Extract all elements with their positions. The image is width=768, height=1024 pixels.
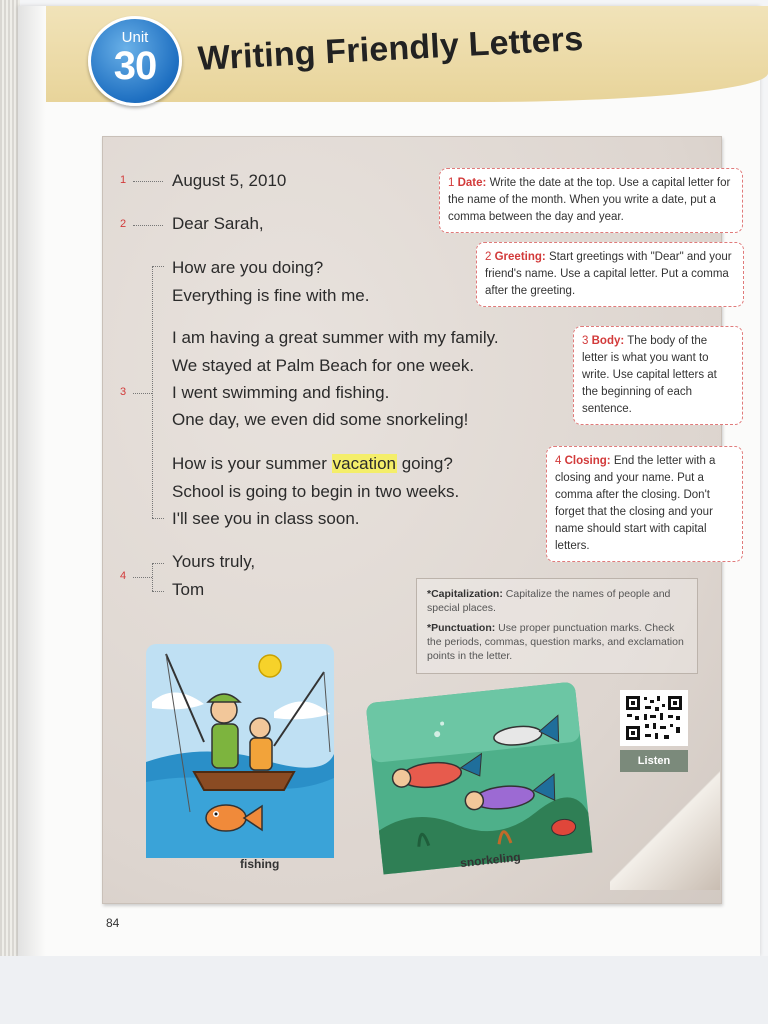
- callout-term: Greeting:: [494, 251, 546, 263]
- marker-date: 1: [120, 174, 127, 186]
- callout-text: Start greetings with "Dear" and your friend's name. Use a capital letter. Put a comma after the greeting.: [485, 251, 732, 297]
- fishing-scene-icon: [144, 642, 336, 860]
- unit-badge: [88, 16, 182, 106]
- body-line: How are you doing?: [172, 258, 324, 277]
- callout-text: End the letter with a closing and your name. Put a comma after the closing. Don't forget that the closing and your name should start with capital letters.: [555, 455, 716, 552]
- page-number: 84: [106, 916, 120, 930]
- bracket-top: [152, 266, 164, 267]
- callout-body: [573, 326, 743, 425]
- callout-text: Write the date at the top. Use a capital letter for the name of the month. When you write a date, put a comma between the day and year.: [448, 177, 731, 223]
- body-line: We stayed at Palm Beach for one week.: [172, 356, 475, 375]
- marker-greeting: 2: [120, 218, 127, 230]
- highlighted-word: vacation: [332, 454, 396, 473]
- leader-closing: [133, 577, 152, 578]
- body-text: How is your summer: [172, 454, 327, 473]
- tips-box: [416, 578, 698, 674]
- marker-body: 3: [120, 386, 127, 398]
- closing-bracket-top: [152, 563, 164, 564]
- page-curl: [610, 770, 720, 890]
- callout-term: Date:: [457, 177, 487, 189]
- leader-body: [133, 393, 152, 394]
- tip-text: Capitalize the names of people and special places.: [427, 588, 671, 614]
- snorkeling-scene-icon: [363, 679, 594, 876]
- tip-capitalization: [427, 587, 687, 615]
- callout-greeting: [476, 242, 744, 307]
- callout-number: 4: [555, 455, 562, 467]
- callout-closing: [546, 446, 743, 562]
- marker-closing: 4: [120, 570, 127, 582]
- closing-bracket: [152, 563, 153, 591]
- callout-term: Body:: [591, 335, 625, 347]
- fishing-illustration: [144, 642, 336, 860]
- body-line: One day, we even did some snorkeling!: [172, 410, 469, 429]
- book-page-edges: [0, 0, 20, 960]
- leader-date: [133, 181, 163, 182]
- unit-number: 30: [113, 44, 157, 88]
- body-line: [172, 454, 453, 474]
- letter-greeting: Dear Sarah,: [172, 214, 264, 233]
- caption-fishing: fishing: [240, 857, 280, 871]
- callout-date: [439, 168, 743, 233]
- body-line: Everything is fine with me.: [172, 286, 370, 305]
- body-line: School is going to begin in two weeks.: [172, 482, 460, 501]
- body-line: I am having a great summer with my family.: [172, 328, 499, 347]
- page-title: Writing Friendly Letters: [196, 19, 585, 78]
- letter-date: August 5, 2010: [172, 171, 287, 190]
- snorkeling-illustration: [363, 679, 594, 876]
- body-bracket: [152, 266, 153, 518]
- qr-code-graphic: [624, 694, 684, 742]
- qr-code-icon[interactable]: [620, 690, 688, 746]
- tip-term: *Capitalization:: [427, 588, 503, 600]
- body-line: I'll see you in class soon.: [172, 509, 360, 528]
- letter-signature: Tom: [172, 580, 205, 599]
- closing-bracket-bottom: [152, 591, 164, 592]
- page-gutter-shadow: [18, 6, 46, 956]
- callout-number: 3: [582, 335, 589, 347]
- bracket-bottom: [152, 518, 164, 519]
- tip-term: *Punctuation:: [427, 622, 496, 634]
- callout-text: The body of the letter is what you want to write. Use capital letters at the beginning of each sentence.: [582, 335, 717, 415]
- tip-text: Use proper punctuation marks. Check the periods, commas, question marks, and exclamation points in the letter.: [427, 622, 684, 662]
- tip-punctuation: [427, 621, 687, 663]
- callout-number: 1: [448, 177, 455, 189]
- listen-button[interactable]: Listen: [620, 750, 688, 772]
- scan-background: [0, 956, 768, 1024]
- callout-term: Closing:: [564, 455, 611, 467]
- callout-number: 2: [485, 251, 492, 263]
- caption-snorkeling: snorkeling: [459, 849, 522, 871]
- leader-greeting: [133, 225, 163, 226]
- body-line: I went swimming and fishing.: [172, 383, 390, 402]
- unit-label: Unit: [121, 29, 149, 46]
- body-text: going?: [401, 454, 453, 473]
- letter-closing: Yours truly,: [172, 552, 256, 571]
